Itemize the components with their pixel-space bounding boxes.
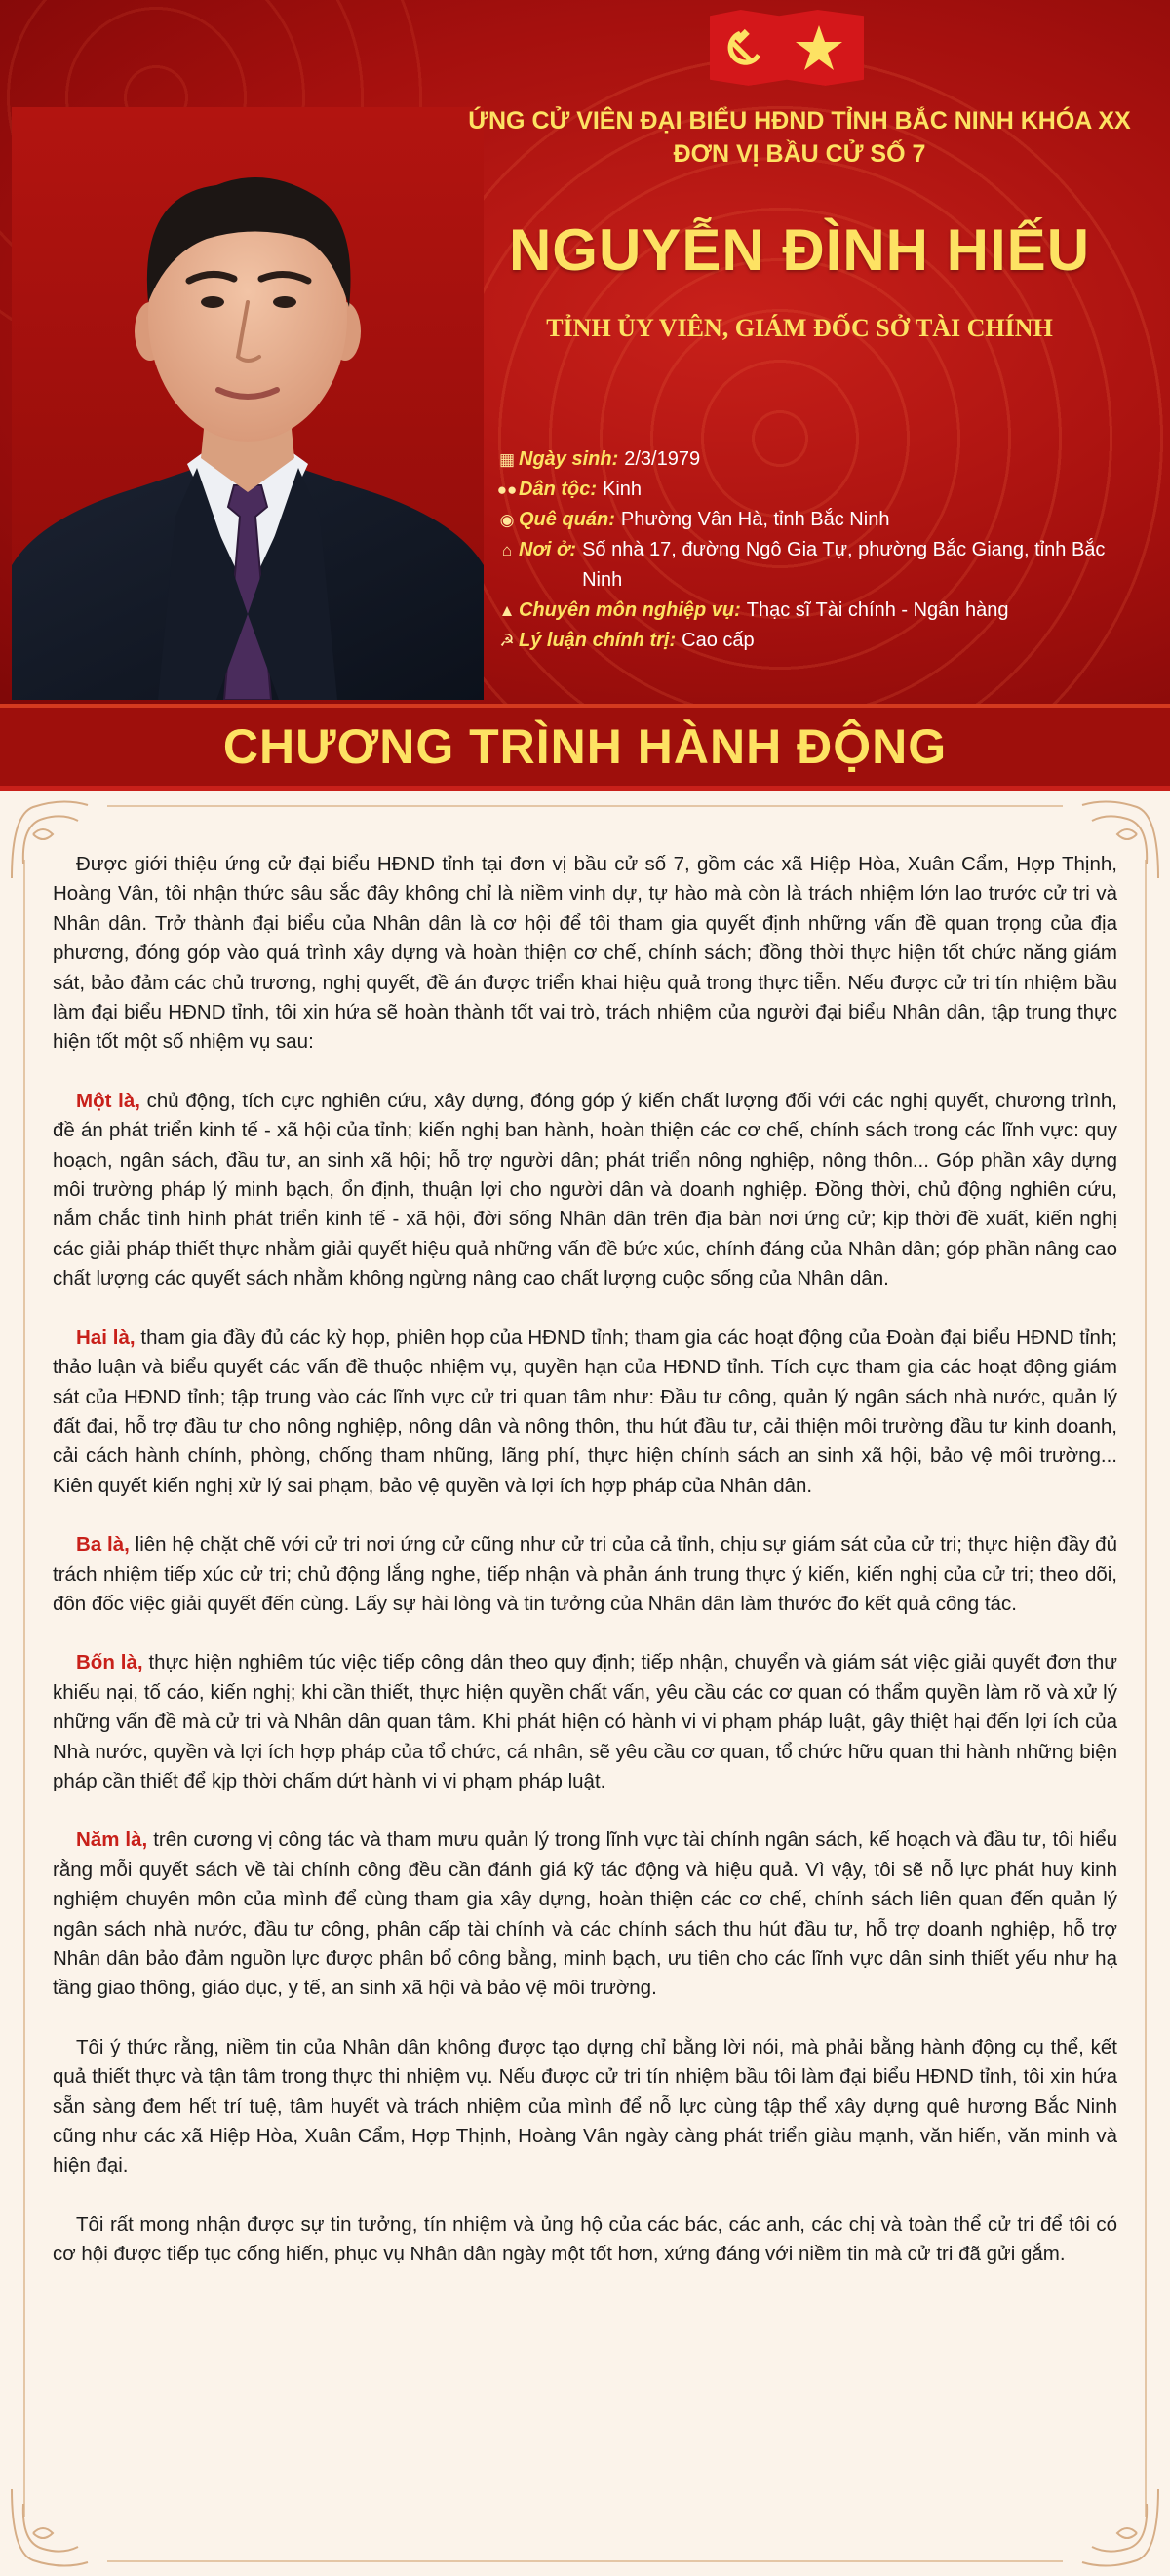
frame-bottom-line: [107, 2560, 1063, 2562]
paragraph-task-2: [53, 1324, 1117, 1501]
info-row-expertise: [495, 596, 1119, 626]
paragraph-closing: [53, 2211, 1117, 2270]
paragraph-commitment: [53, 2033, 1117, 2181]
paragraph-text: liên hệ chặt chẽ với cử tri nơi ứng cử cũng như cử tri của cả tỉnh, chịu sự giám sát của cử tri; thực hiện đầy đủ trách nhiệm tiếp xúc cử tri; chủ động lắng nghe, tiếp nhận và phản ánh trung thực ý kiến, kiến nghị của cử tri; theo dõi, đôn đốc việc giải quyết đến cùng. Lấy sự hài lòng và tin tưởng của Nhân dân làm thước đo kết quả công tác.: [53, 1533, 1117, 1615]
info-label: Ngày sinh:: [519, 448, 619, 470]
paragraph-text: tham gia đầy đủ các kỳ họp, phiên họp của HĐND tỉnh; tham gia các hoạt động của Đoàn đại biểu HĐND tỉnh; thảo luận và biểu quyết các vấn đề thuộc nhiệm vụ, quyền hạn của HĐND tỉnh. Tích cực tham gia các hoạt động giám sát của HĐND tỉnh; tập trung vào các lĩnh vực cử tri quan tâm như: Đầu tư công, quản lý ngân sách nhà nước, quản lý đất đai, hỗ trợ đầu tư cho nông nghiệp, nông dân và nông thôn, thu hút đầu tư, cải thiện môi trường đầu tư kinh doanh, cải cách hành chính, phòng, chống tham nhũng, lãng phí, thực hiện chính sách an sinh xã hội, bảo vệ môi trường... Kiên quyết kiến nghị xử lý sai phạm, bảo vệ quyền và lợi ích hợp pháp của Nhân dân.: [53, 1326, 1117, 1497]
paragraph-text: chủ động, tích cực nghiên cứu, xây dựng, đóng góp ý kiến chất lượng đối với các nghị quyết, chương trình, đề án phát triển kinh tế - xã hội của tỉnh; kiến nghị ban hành, hoàn thiện các cơ chế, chính sách trong các lĩnh vực: quy hoạch, ngân sách, đầu tư, an sinh xã hội; hỗ trợ người dân; phát triển nông nghiệp, nông thôn... Góp phần xây dựng môi trường pháp lý minh bạch, ổn định, thuận lợi cho người dân và doanh nghiệp. Đồng thời, chủ động nghiên cứu, nắm chắc tình hình phát triển kinh tế - xã hội, đời sống Nhân dân trên địa bàn nơi ứng cử; kịp thời đề xuất, kiến nghị các giải pháp thiết thực nhằm giải quyết hiệu quả những vấn đề bức xúc, chính đáng của Nhân dân; góp phần nâng cao chất lượng các quyết sách nhằm không ngừng nâng cao chất lượng cuộc sống của Nhân dân.: [53, 1089, 1117, 1290]
paragraph-text: Tôi ý thức rằng, niềm tin của Nhân dân không được tạo dựng chỉ bằng lời nói, mà phải bằng hành động cụ thể, kết quả thiết thực và tận tâm trong thực thi nhiệm vụ. Nếu được cử tri tín nhiệm bầu tôi làm đại biểu HĐND tỉnh, tôi xin hứa sẵn sàng đem hết trí tuệ, tâm huyết và trách nhiệm của mình để nỗ lực cùng tập thể xây dựng quê hương Bắc Ninh cũng như các xã Hiệp Hòa, Xuân Cẩm, Hợp Thịnh, Hoàng Vân ngày càng phát triển giàu mạnh, văn hiến, văn minh và hiện đại.: [53, 2035, 1117, 2177]
info-label: Nơi ở:: [519, 539, 577, 560]
paragraph-lead: Bốn là,: [76, 1651, 143, 1674]
graduation-cap-icon: ▲: [498, 601, 516, 620]
candidate-info-list: [495, 444, 1119, 656]
section-title: CHƯƠNG TRÌNH HÀNH ĐỘNG: [222, 719, 948, 774]
candidate-heading-line2: ĐƠN VỊ BẦU CỬ SỐ 7: [673, 140, 926, 168]
frame-right-line: [1145, 860, 1147, 2517]
info-row-birthdate: [495, 444, 1119, 475]
paragraph-lead: Ba là,: [76, 1533, 130, 1557]
paragraph-task-3: [53, 1530, 1117, 1619]
paragraph-text: thực hiện nghiêm túc việc tiếp công dân theo quy định; tiếp nhận, chuyển và giám sát việc giải quyết đơn thư khiếu nại, tố cáo, kiến nghị; khi cần thiết, thực hiện quyền chất vấn, yêu cầu các cơ quan có thẩm quyền làm rõ và xử lý những vấn đề mà cử tri và Nhân dân quan tâm. Khi phát hiện có hành vi vi phạm pháp luật, gây thiệt hại đến lợi ích của Nhà nước, quyền và lợi ích hợp pháp của tổ chức, cá nhân, sẽ yêu cầu cơ quan, tổ chức hữu quan thi hành những biện pháp cần thiết để kịp thời chấm dứt hành vi vi phạm pháp luật.: [53, 1651, 1117, 1792]
info-value: Phường Vân Hà, tỉnh Bắc Ninh: [620, 509, 890, 530]
paragraph-intro: [53, 850, 1117, 1057]
candidate-heading-line1: ỨNG CỬ VIÊN ĐẠI BIỂU HĐND TỈNH BẮC NINH KHÓA XX: [468, 107, 1131, 135]
info-row-hometown: [495, 505, 1119, 535]
location-pin-icon: ◉: [499, 511, 515, 529]
paragraph-task-1: [53, 1087, 1117, 1294]
party-flag-icon: [710, 10, 864, 86]
home-icon: ⌂: [501, 541, 513, 559]
info-label: Quê quán:: [519, 509, 615, 530]
section-banner: [0, 704, 1170, 791]
paragraph-lead: Hai là,: [76, 1326, 136, 1349]
candidate-name: NGUYỄN ĐÌNH HIẾU: [508, 217, 1091, 283]
info-value: Kinh: [603, 479, 643, 500]
paragraph-lead: Một là,: [76, 1089, 140, 1112]
info-label: Chuyên môn nghiệp vụ:: [519, 599, 741, 621]
paragraph-task-4: [53, 1648, 1117, 1796]
info-label: Lý luận chính trị:: [519, 630, 677, 651]
info-row-political-theory: [495, 626, 1119, 656]
paragraph-task-5: [53, 1826, 1117, 2003]
ornament-corner-icon: [1078, 2484, 1166, 2572]
info-label: Dân tộc:: [519, 479, 597, 500]
header: [0, 0, 1170, 704]
info-value: Cao cấp: [682, 630, 755, 651]
people-icon: ●●: [496, 481, 518, 499]
info-value: 2/3/1979: [624, 448, 701, 470]
action-program-text: [53, 850, 1117, 2299]
frame-left-line: [23, 860, 25, 2517]
candidate-position: TỈNH ỦY VIÊN, GIÁM ĐỐC SỞ TÀI CHÍNH: [546, 314, 1053, 342]
info-value: Thạc sĩ Tài chính - Ngân hàng: [746, 599, 1009, 621]
paragraph-lead: Năm là,: [76, 1828, 148, 1852]
hammer-sickle-icon: ☭: [499, 632, 515, 650]
candidate-portrait: [12, 107, 484, 700]
ornament-corner-icon: [4, 2484, 92, 2572]
paragraph-text: trên cương vị công tác và tham mưu quản lý trong lĩnh vực tài chính ngân sách, kế hoạch và đầu tư, tôi hiểu rằng mỗi quyết sách về tài chính công đều cần đánh giá kỹ tác động và hiệu quả. Vì vậy, tôi sẽ nỗ lực phát huy kinh nghiệm chuyên môn của mình để cùng tham gia xây dựng, hoàn thiện các cơ chế, chính sách liên quan đến quản lý ngân sách nhà nước, đầu tư công, phân cấp tài chính và các chính sách thu hút đầu tư, hỗ trợ doanh nghiệp, hỗ trợ Nhân dân bảo đảm nguồn lực được phân bổ công bằng, minh bạch, ưu tiên cho các lĩnh vực dân sinh thiết yếu như hạ tầng giao thông, giáo dục, y tế, an sinh xã hội và bảo vệ môi trường.: [53, 1828, 1118, 2000]
info-value: Số nhà 17, đường Ngô Gia Tự, phường Bắc Giang, tỉnh Bắc Ninh: [582, 539, 1106, 591]
paragraph-text: Được giới thiệu ứng cử đại biểu HĐND tỉnh tại đơn vị bầu cử số 7, gồm các xã Hiệp Hòa, Xuân Cẩm, Hợp Thịnh, Hoàng Vân, tôi nhận thức sâu sắc đây không chỉ là niềm vinh dự, tự hào mà còn là trách nhiệm lớn lao trước cử tri và Nhân dân. Trở thành đại biểu của Nhân dân là cơ hội để tôi tham gia quyết định những vấn đề quan trọng của địa phương, đóng góp vào quá trình xây dựng và hoàn thiện cơ chế, chính sách; đồng thời thực hiện tốt chức năng giám sát, bảo đảm các chủ trương, nghị quyết, đề án được triển khai hiệu quả trong thực tiễn. Nếu được cử tri tín nhiệm bầu làm đại biểu HĐND tỉnh, tôi xin hứa sẽ hoàn thành tốt vai trò, trách nhiệm của người đại biểu Nhân dân, tập trung thực hiện tốt một số nhiệm vụ sau:: [53, 853, 1117, 1054]
info-row-residence: [495, 535, 1119, 596]
calendar-icon: ▦: [498, 450, 516, 469]
frame-top-line: [107, 805, 1063, 807]
info-row-ethnicity: [495, 475, 1119, 505]
paragraph-text: Tôi rất mong nhận được sự tin tưởng, tín nhiệm và ủng hộ của các bác, các anh, các chị và toàn thể cử tri để tôi có cơ hội được tiếp tục cống hiến, phục vụ Nhân dân ngày một tốt hơn, xứng đáng với niềm tin mà cử tri đã gửi gắm.: [53, 2212, 1117, 2266]
